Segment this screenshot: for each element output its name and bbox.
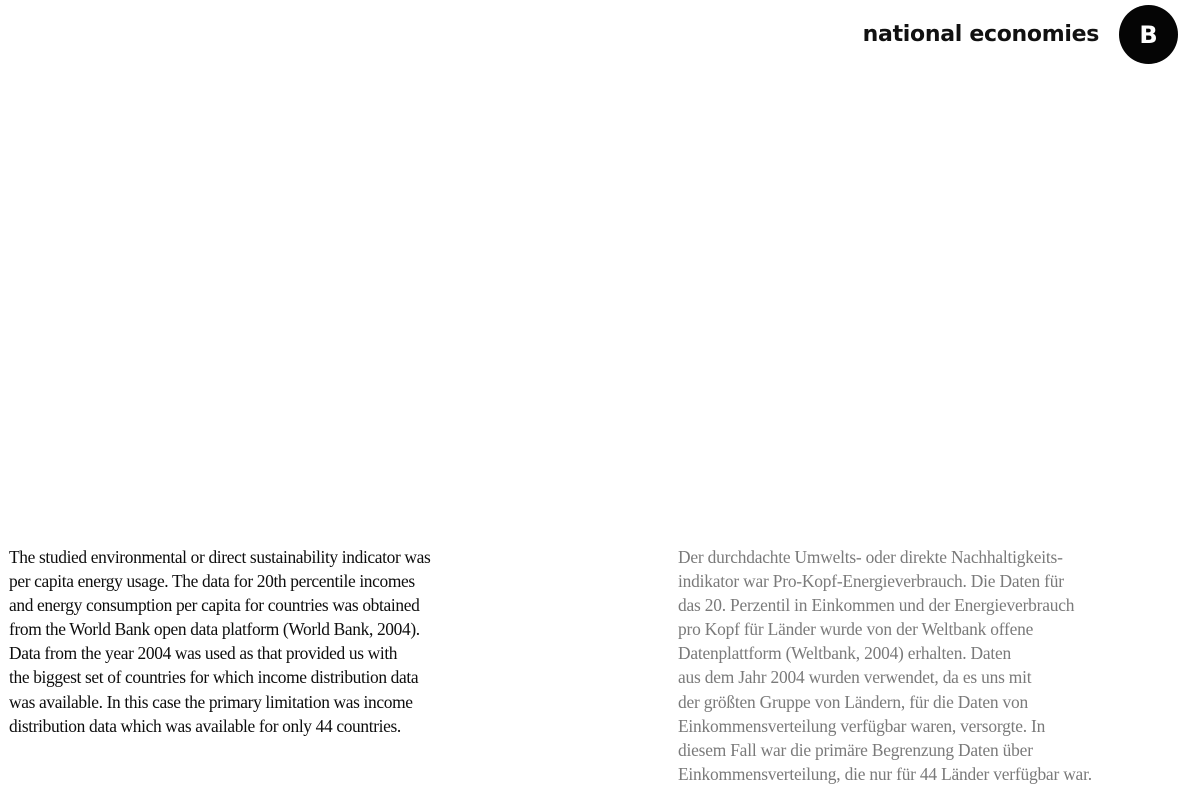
german-line: Der durchdachte Umwelts- oder direkte Nachhaltigkeits- <box>678 547 1063 567</box>
german-line: das 20. Perzentil in Einkommen und der Energieverbrauch <box>678 595 1075 616</box>
english-line: distribution data which was available for only 44 countries. <box>9 715 401 736</box>
section-letter: B <box>1139 20 1158 49</box>
german-line: Einkommensverteilung, die nur für 44 Länder verfügbar war. <box>678 763 1092 784</box>
german-paragraph <box>678 545 1092 786</box>
english-line: was available. In this case the primary limitation was income <box>9 691 413 712</box>
section-header <box>863 5 1178 64</box>
english-line: Data from the year 2004 was used as that provided us with <box>9 643 398 664</box>
section-title: national economies <box>862 22 1099 47</box>
english-line: and energy consumption per capita for countries was obtained <box>9 595 420 616</box>
section-letter-badge <box>1119 5 1178 64</box>
german-line: Einkommensverteilung verfügbar waren, versorgte. In <box>678 715 1046 736</box>
german-line: diesem Fall war die primäre Begrenzung Daten über <box>678 739 1033 760</box>
german-line: der größten Gruppe von Ländern, für die Daten von <box>678 691 1028 712</box>
english-line: The studied environmental or direct sustainability indicator was <box>9 547 431 567</box>
english-line: per capita energy usage. The data for 20th percentile incomes <box>9 571 415 592</box>
german-line: aus dem Jahr 2004 wurden verwendet, da es uns mit <box>678 667 1032 688</box>
english-paragraph <box>9 545 430 738</box>
german-line: Datenplattform (Weltbank, 2004) erhalten. Daten <box>678 643 1012 664</box>
german-line: indikator war Pro-Kopf-Energieverbrauch. Die Daten für <box>678 571 1064 592</box>
english-line: from the World Bank open data platform (World Bank, 2004). <box>9 619 420 640</box>
english-line: the biggest set of countries for which income distribution data <box>9 667 419 688</box>
german-line: pro Kopf für Länder wurde von der Weltbank offene <box>678 619 1034 640</box>
